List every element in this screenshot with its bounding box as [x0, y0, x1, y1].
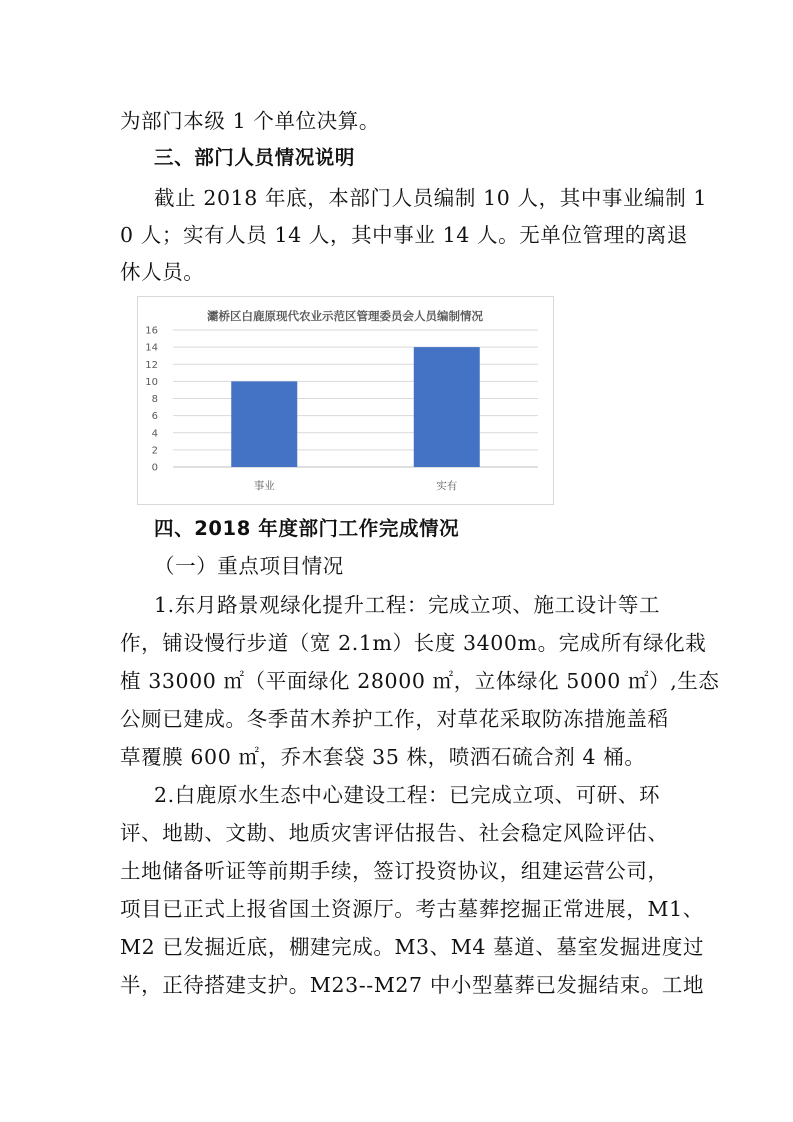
text-line: 休人员。: [120, 260, 205, 284]
text-line: M2 已发掘近底，棚建完成。M3、M4 墓道、墓室发掘进度过: [120, 935, 705, 959]
text-line: 土地储备听证等前期手续，签订投资协议，组建运营公司，: [120, 859, 669, 883]
section-heading-4: 四、2018 年度部门工作完成情况: [154, 517, 460, 540]
y-tick-label: 14: [145, 342, 158, 354]
text-line: 0 人；实有人员 14 人，其中事业 14 人。无单位管理的离退: [120, 223, 688, 247]
text-line: 草覆膜 600 ㎡，乔木套袋 35 株，喷洒石硫合剂 4 桶。: [120, 745, 646, 769]
y-tick-label: 4: [151, 428, 158, 440]
y-tick-label: 2: [151, 445, 158, 457]
text-line: 截止 2018 年底，本部门人员编制 10 人，其中事业编制 1: [154, 186, 708, 210]
subsection-heading: （一）重点项目情况: [154, 554, 344, 578]
text-line: 半，正待搭建支护。M23--M27 中小型墓葬已发掘结束。工地: [120, 973, 705, 997]
y-tick-label: 10: [145, 376, 158, 388]
text-line: 1.东月路景观绿化提升工程：完成立项、施工设计等工: [154, 593, 661, 617]
category-label: 实有: [436, 480, 458, 492]
text-line: 项目已正式上报省国土资源厅。考古墓葬挖掘正常进展，M1、: [120, 897, 704, 921]
y-tick-label: 6: [151, 411, 158, 423]
text-line: 评、地勘、文勘、地质灾害评估报告、社会稳定风险评估、: [120, 821, 669, 845]
category-label: 事业: [253, 480, 275, 492]
text-line: 植 33000 ㎡（平面绿化 28000 ㎡，立体绿化 5000 ㎡）,生态: [120, 669, 720, 693]
bar-2: [414, 347, 480, 467]
y-tick-label: 8: [151, 394, 158, 405]
text-line: 作，铺设慢行步道（宽 2.1m）长度 3400m。完成所有绿化栽: [120, 631, 707, 655]
section-heading-3: 三、部门人员情况说明: [154, 146, 356, 169]
text-line: 2.白鹿原水生态中心建设工程：已完成立项、可研、环: [154, 783, 661, 807]
chart-title: 灞桥区白鹿原现代农业示范区管理委员会人员编制情况: [207, 309, 483, 323]
y-tick-label: 16: [145, 325, 158, 337]
text-line: 公厕已建成。冬季苗木养护工作，对草花采取防冻措施盖稻: [120, 707, 669, 731]
y-tick-label: 0: [151, 462, 158, 474]
staffing-chart: [137, 296, 554, 505]
bar-1: [231, 381, 297, 467]
chart-canvas: [138, 297, 553, 504]
y-tick-label: 12: [145, 359, 158, 371]
text-line: 为部门本级 1 个单位决算。: [120, 109, 380, 133]
